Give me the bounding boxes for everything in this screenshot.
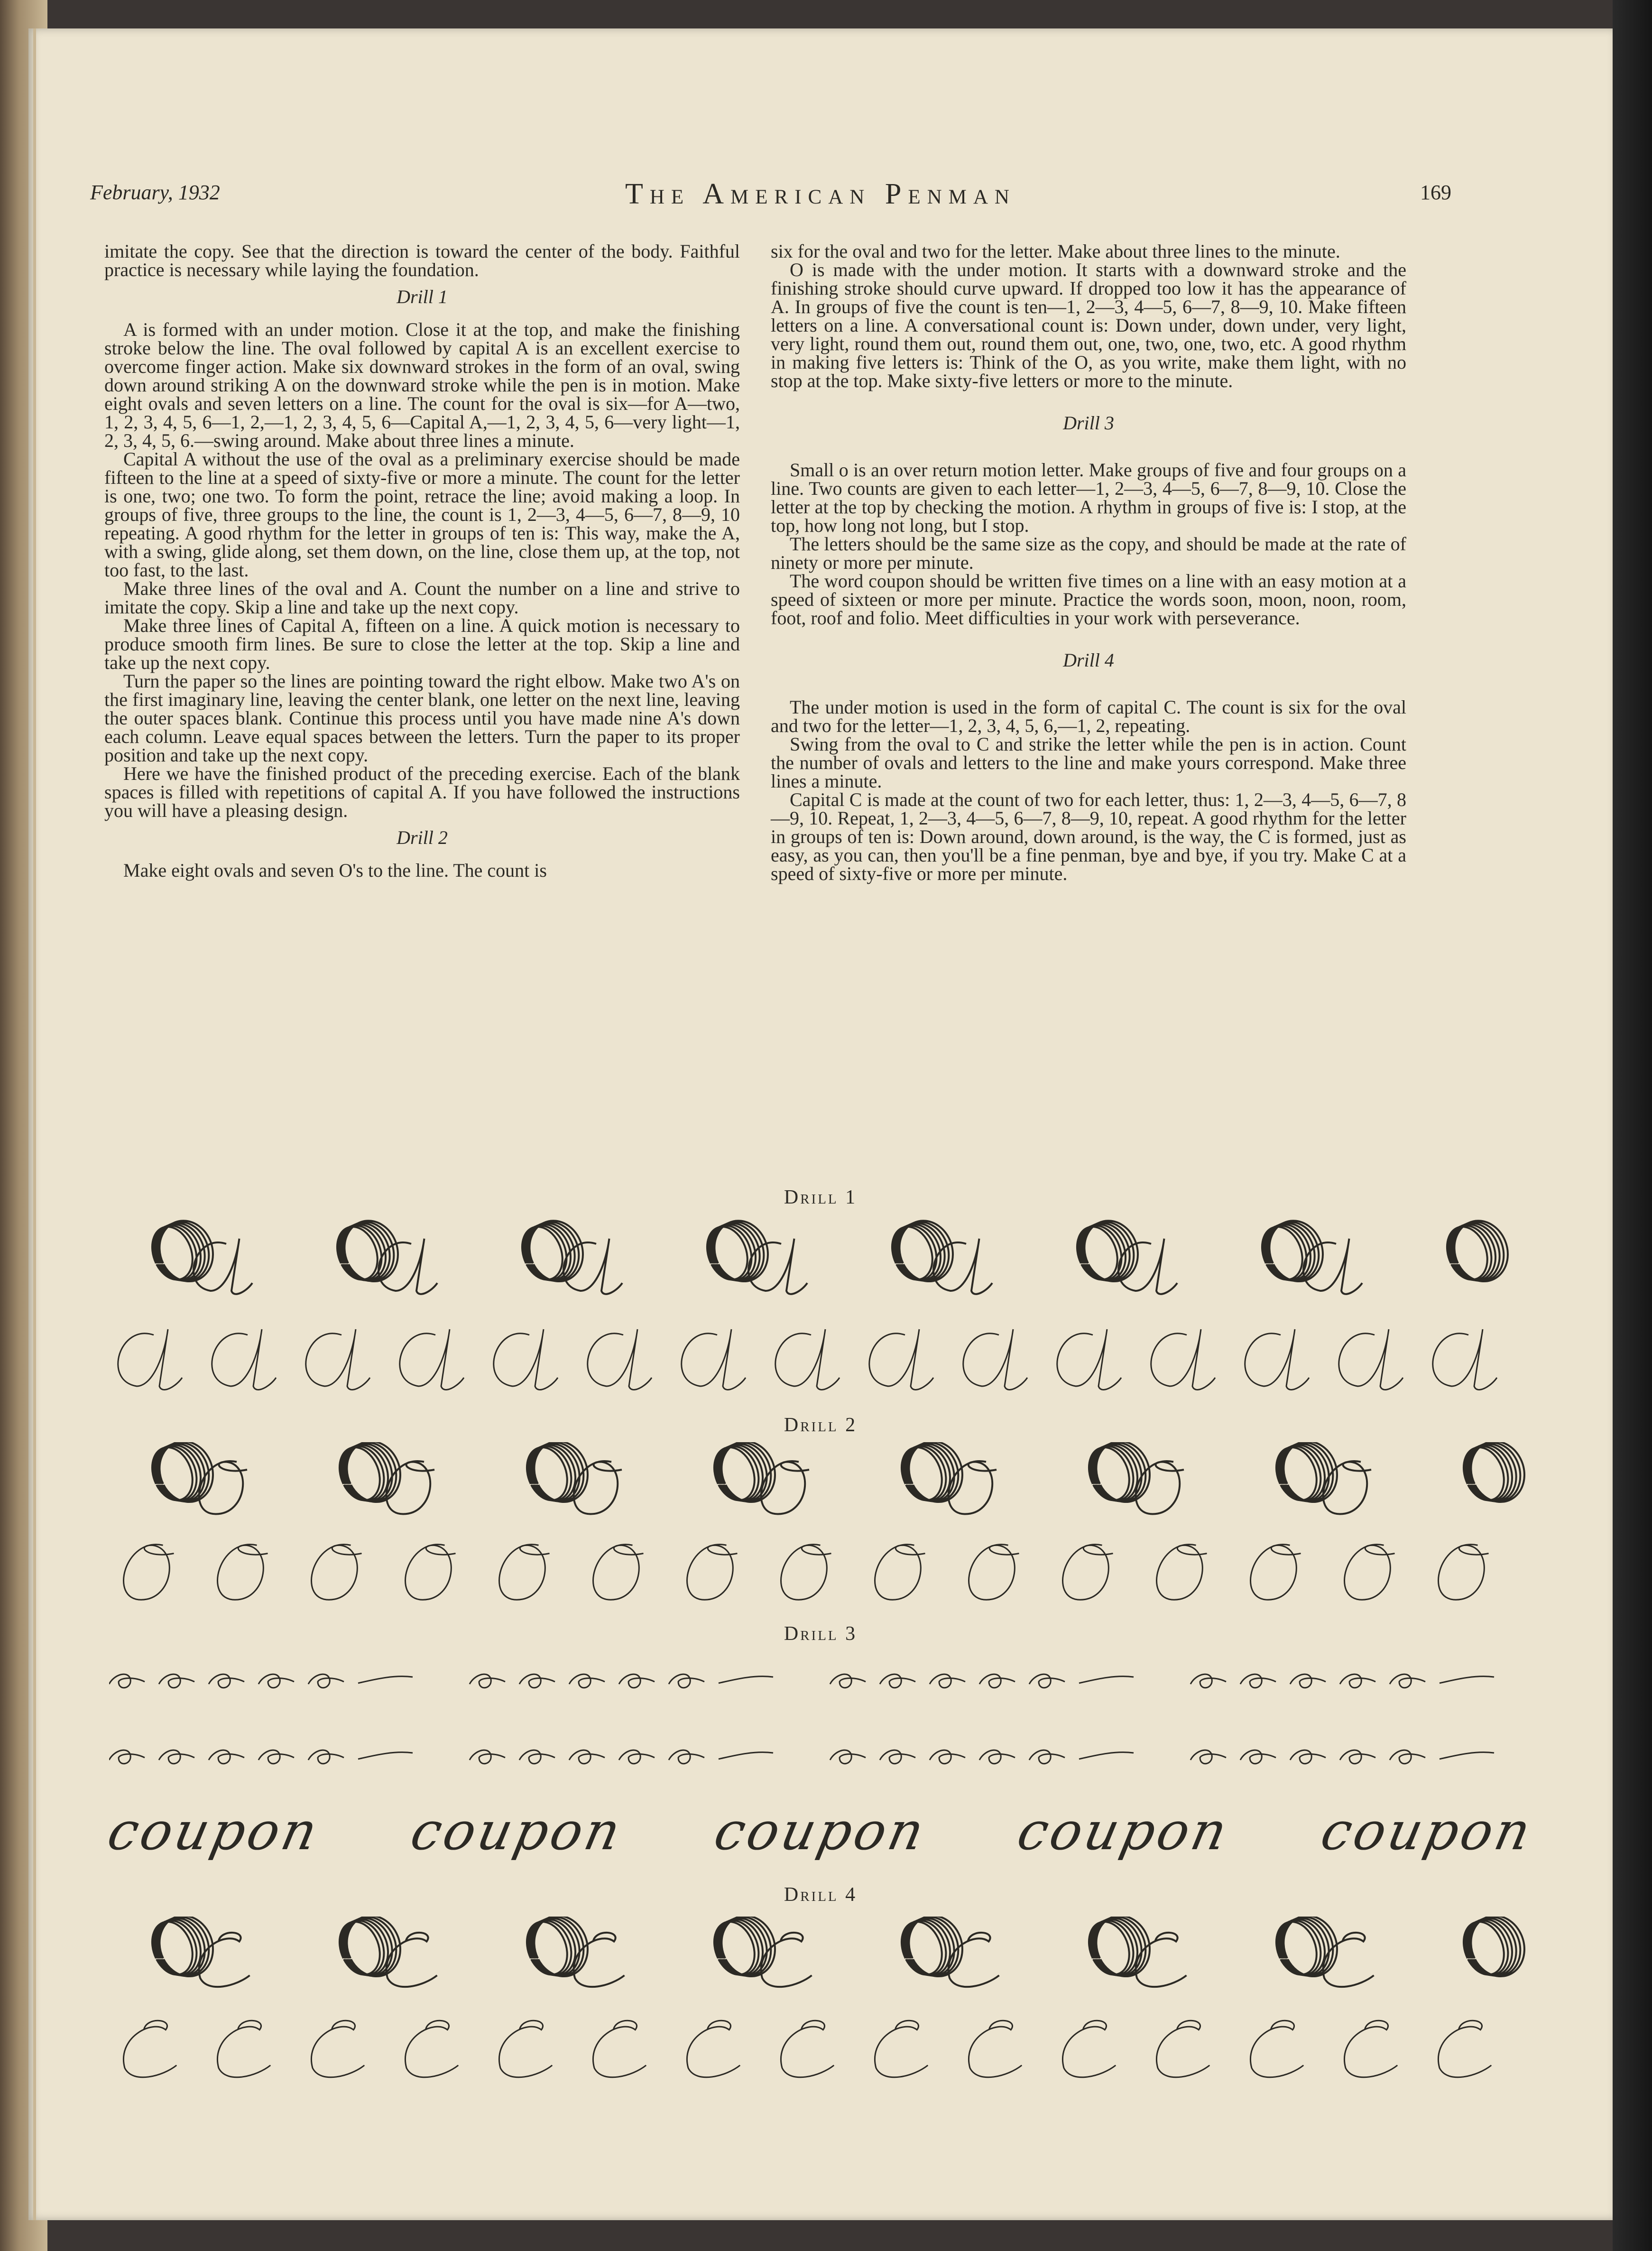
capital-o-stroke <box>218 1545 268 1600</box>
drill1-capital-a-row <box>109 1314 1532 1395</box>
capital-a-stroke <box>1057 1329 1121 1390</box>
paragraph: six for the oval and two for the letter. Make about three lines to the minute. <box>771 241 1340 262</box>
drill2-oval-o-row <box>109 1442 1532 1528</box>
oval-stroke <box>1276 1442 1337 1502</box>
capital-c-stroke <box>311 2020 364 2077</box>
small-o-stroke <box>1290 1750 1326 1764</box>
paragraph: Capital A without the use of the oval as a preliminary exercise should be made fifteen to the line at a speed of sixty-five or more a minute. The count for the letter is one, two; one two. To form the point, retrace the line; avoid making a loop. In groups of five, three groups to the line, the count is 1, 2—3, 4—5, 6—7, 8—9, 10 repeating. A good rhythm for the letter in groups of ten is: This way, make the A, with a swing, glide along, set them down, on the line, close them up, at the top, not too fast, to the last. <box>104 448 740 581</box>
oval-stroke <box>1447 1221 1508 1281</box>
oval-stroke <box>1464 1917 1524 1976</box>
paragraph: The under motion is used in the form of capital C. The count is six for the oval and two for the letter—1, 2, 3, 4, 5, 6,—1, 2, repeating. <box>771 696 1406 736</box>
capital-o-stroke <box>406 1545 456 1600</box>
capital-a-stroke <box>682 1329 746 1390</box>
oval-stroke <box>707 1221 768 1281</box>
small-o-stroke <box>880 1750 915 1764</box>
capital-o-stroke <box>1157 1545 1207 1600</box>
capital-c-stroke <box>1250 2020 1303 2077</box>
oval-stroke <box>1276 1917 1337 1976</box>
small-o-stroke <box>880 1674 915 1688</box>
small-o-stroke <box>1240 1750 1276 1764</box>
paragraph: Small o is an over return motion letter. Make groups of five and four groups on a line. Two counts are given to each letter—1, 2—3, 4—5, 6—7, 8—9, 10. Close the letter at the top by checking the motion. A rhythm in groups of five is: I stop, at the top, how long not long, but I stop. <box>771 459 1406 536</box>
capital-o-stroke <box>875 1545 925 1600</box>
paragraph: O is made with the under motion. It starts with a downward stroke and the finishing stroke should curve upward. If dropped too low it has the appearance of A. In groups of five the count is ten—1, 2—3, 4—5, 6—7, 8—9, 10. Make fifteen letters on a line. A conversational count is: Down under, down under, very light, very light, round them out, round them out, one, two, one, two, etc. A good rhythm in making five letters is: Think of the O, as you write, make them light, with no stop at the top. Make sixty-five letters or more to the minute. <box>771 259 1406 391</box>
capital-a-stroke <box>1151 1329 1215 1390</box>
connector-stroke <box>358 1677 413 1683</box>
plate-label: Drill 2 <box>784 1414 858 1436</box>
plate-label: Drill 4 <box>784 1884 858 1906</box>
capital-c-stroke <box>1062 2020 1116 2077</box>
small-o-stroke <box>1191 1750 1226 1764</box>
capital-a-stroke <box>1339 1329 1403 1390</box>
small-o-stroke <box>669 1750 704 1764</box>
oval-stroke <box>714 1442 775 1502</box>
small-o-stroke <box>470 1750 505 1764</box>
capital-c-stroke <box>217 2020 270 2077</box>
capital-o-stroke <box>687 1545 738 1600</box>
magazine-page <box>28 28 1613 2220</box>
connector-stroke <box>1440 1752 1494 1759</box>
capital-o-stroke <box>1345 1545 1395 1600</box>
coupon-word: coupon <box>406 1801 629 1862</box>
capital-a-stroke <box>869 1329 933 1390</box>
plate-label: Drill 1 <box>784 1186 858 1208</box>
drill3-small-o-row-1 <box>109 1656 1532 1708</box>
drill3-small-o-row-2 <box>109 1732 1532 1784</box>
oval-stroke <box>152 1917 213 1976</box>
small-o-stroke <box>109 1750 145 1764</box>
capital-o-stroke <box>1439 1545 1489 1600</box>
paragraph: The letters should be the same size as the copy, and should be made at the rate of ninety or more per minute. <box>771 533 1406 573</box>
coupon-word: coupon <box>102 1801 325 1862</box>
coupon-word: coupon <box>709 1801 932 1862</box>
small-o-stroke <box>519 1674 555 1688</box>
coupon-row <box>102 1798 1539 1864</box>
capital-o-stroke <box>1251 1545 1301 1600</box>
connector-stroke <box>358 1752 413 1759</box>
capital-o-stroke <box>124 1545 174 1600</box>
oval-stroke <box>337 1221 398 1281</box>
capital-a-stroke <box>588 1329 652 1390</box>
small-o-stroke <box>308 1674 344 1688</box>
oval-stroke <box>902 1917 962 1976</box>
oval-stroke <box>1464 1442 1524 1502</box>
oval-stroke <box>902 1442 962 1502</box>
oval-stroke <box>1262 1221 1323 1281</box>
connector-stroke <box>1440 1677 1494 1683</box>
capital-c-stroke <box>781 2020 834 2077</box>
capital-o-stroke <box>1063 1545 1113 1600</box>
small-o-stroke <box>1191 1674 1226 1688</box>
small-o-stroke <box>569 1750 605 1764</box>
drill-heading: Drill 4 <box>1063 649 1114 671</box>
small-o-stroke <box>1290 1674 1326 1688</box>
drill4-capital-c-row <box>109 2007 1532 2087</box>
drill-heading: Drill 3 <box>1063 412 1114 434</box>
small-o-stroke <box>470 1674 505 1688</box>
small-o-stroke <box>209 1750 244 1764</box>
small-o-stroke <box>569 1674 605 1688</box>
small-o-stroke <box>930 1750 965 1764</box>
left-text-column <box>104 242 740 880</box>
issue-date: February, 1932 <box>90 181 220 204</box>
capital-c-stroke <box>875 2020 928 2077</box>
capital-c-stroke <box>687 2020 740 2077</box>
small-o-stroke <box>159 1750 194 1764</box>
small-o-stroke <box>930 1674 965 1688</box>
capital-c-stroke <box>1156 2020 1209 2077</box>
small-o-stroke <box>830 1674 866 1688</box>
small-o-stroke <box>1029 1674 1065 1688</box>
drill-heading: Drill 2 <box>397 827 448 848</box>
small-o-stroke <box>1390 1674 1425 1688</box>
oval-stroke <box>152 1221 213 1281</box>
capital-o-stroke <box>969 1545 1019 1600</box>
oval-stroke <box>340 1442 400 1502</box>
small-o-stroke <box>669 1674 704 1688</box>
connector-stroke <box>1079 1677 1134 1683</box>
magazine-title: The American Penman <box>625 178 1016 210</box>
capital-a-stroke <box>1245 1329 1309 1390</box>
oval-stroke <box>1089 1442 1150 1502</box>
capital-o-stroke <box>781 1545 831 1600</box>
capital-c-stroke <box>969 2020 1022 2077</box>
book-edge-right <box>1613 0 1652 2251</box>
right-text-column <box>771 242 1406 883</box>
small-o-stroke <box>1029 1750 1065 1764</box>
small-o-stroke <box>1340 1674 1375 1688</box>
capital-o-stroke <box>499 1545 550 1600</box>
small-o-stroke <box>979 1750 1015 1764</box>
small-o-stroke <box>1390 1750 1425 1764</box>
small-o-stroke <box>830 1750 866 1764</box>
oval-stroke <box>527 1917 588 1976</box>
oval-stroke <box>340 1917 400 1976</box>
paragraph: imitate the copy. See that the direction is toward the center of the body. Faithful practice is necessary while laying the foundation. <box>104 241 740 280</box>
page-number: 169 <box>1420 181 1451 204</box>
small-o-stroke <box>1340 1750 1375 1764</box>
oval-stroke <box>1089 1917 1150 1976</box>
paragraph: Make eight ovals and seven O's to the line. The count is <box>123 860 547 881</box>
oval-stroke <box>152 1442 213 1502</box>
capital-c-stroke <box>405 2020 458 2077</box>
small-o-stroke <box>308 1750 344 1764</box>
capital-a-stroke <box>775 1329 840 1390</box>
running-header <box>28 180 1613 218</box>
small-o-stroke <box>519 1750 555 1764</box>
capital-c-stroke <box>1438 2020 1491 2077</box>
capital-c-stroke <box>123 2020 176 2077</box>
drill1-oval-a-row <box>109 1219 1532 1309</box>
small-o-stroke <box>619 1750 655 1764</box>
small-o-stroke <box>159 1674 194 1688</box>
connector-stroke <box>719 1677 773 1683</box>
capital-a-stroke <box>400 1329 464 1390</box>
capital-c-stroke <box>499 2020 552 2077</box>
drill-heading: Drill 1 <box>397 286 448 307</box>
capital-a-stroke <box>306 1329 370 1390</box>
small-o-stroke <box>979 1674 1015 1688</box>
paragraph: Capital C is made at the count of two for each letter, thus: 1, 2—3, 4—5, 6—7, 8—9, 10. Repeat, 1, 2—3, 4—5, 6—7, 8—9, 10, repeat. A good rhythm for the letter in groups of ten is: Down around, down around, is the way, the C is formed, just as easy, as you can, then you'll be a fine penman, bye and bye, if you try. Make C at a speed of sixty-five or more per minute. <box>771 789 1406 884</box>
small-o-stroke <box>209 1674 244 1688</box>
paragraph: The word coupon should be written five times on a line with an easy motion at a speed of sixteen or more per minute. Practice the words soon, moon, noon, room, foot, roof and folio. Meet difficulties in your work with perseverance. <box>771 570 1406 629</box>
drill2-capital-o-row <box>109 1528 1532 1608</box>
connector-stroke <box>1079 1752 1134 1759</box>
paragraph: Swing from the oval to C and strike the letter while the pen is in action. Count the number of ovals and letters to the line and make yours correspond. Make three lines a minute. <box>771 733 1406 792</box>
small-o-stroke <box>619 1674 655 1688</box>
paragraph: A is formed with an under motion. Close it at the top, and make the finishing stroke below the line. The oval followed by capital A is an excellent exercise to overcome finger action. Make six downward strokes in the form of an oval, swing down around striking A on the downward stroke while the pen is in motion. Make eight ovals and seven letters on a line. The count for the oval is six—for A—two, 1, 2, 3, 4, 5, 6—1, 2,—1, 2, 3, 4, 5, 6—Capital A,—1, 2, 3, 4, 5, 6—very light—1, 2, 3, 4, 5, 6.—swing around. Make about three lines a minute. <box>104 319 740 451</box>
small-o-stroke <box>109 1674 145 1688</box>
capital-o-stroke <box>312 1545 362 1600</box>
paragraph: Here we have the finished product of the preceding exercise. Each of the blank spaces is filled with repetitions of capital A. If you have followed the instructions you will have a pleasing design. <box>104 763 740 821</box>
capital-a-stroke <box>212 1329 276 1390</box>
capital-c-stroke <box>593 2020 646 2077</box>
coupon-word: coupon <box>1316 1801 1539 1862</box>
coupon-word: coupon <box>1012 1801 1236 1862</box>
paragraph: Turn the paper so the lines are pointing toward the right elbow. Make two A's on the first imaginary line, leaving the center blank, one letter on the next line, leaving the outer spaces blank. Continue this process until you have made nine A's down each column. Leave equal spaces between the letters. Turn the paper to its proper position and take up the next copy. <box>104 670 740 766</box>
capital-a-stroke <box>1433 1329 1497 1390</box>
small-o-stroke <box>258 1750 294 1764</box>
capital-a-stroke <box>494 1329 558 1390</box>
paragraph: Make three lines of the oval and A. Count the number on a line and strive to imitate the copy. Skip a line and take up the next copy. <box>104 578 740 618</box>
oval-stroke <box>522 1221 583 1281</box>
oval-stroke <box>527 1442 588 1502</box>
oval-stroke <box>714 1917 775 1976</box>
small-o-stroke <box>258 1674 294 1688</box>
connector-stroke <box>719 1752 773 1759</box>
capital-c-stroke <box>1344 2020 1397 2077</box>
oval-stroke <box>892 1221 953 1281</box>
capital-a-stroke <box>963 1329 1027 1390</box>
paragraph: Make three lines of Capital A, fifteen on a line. A quick motion is necessary to produce smooth firm lines. Be sure to close the letter at the top. Skip a line and take up the next copy. <box>104 615 740 673</box>
small-o-stroke <box>1240 1674 1276 1688</box>
drill4-oval-c-row <box>109 1917 1532 2002</box>
plate-label: Drill 3 <box>784 1623 858 1645</box>
oval-stroke <box>1077 1221 1138 1281</box>
capital-a-stroke <box>118 1329 182 1390</box>
capital-o-stroke <box>593 1545 644 1600</box>
